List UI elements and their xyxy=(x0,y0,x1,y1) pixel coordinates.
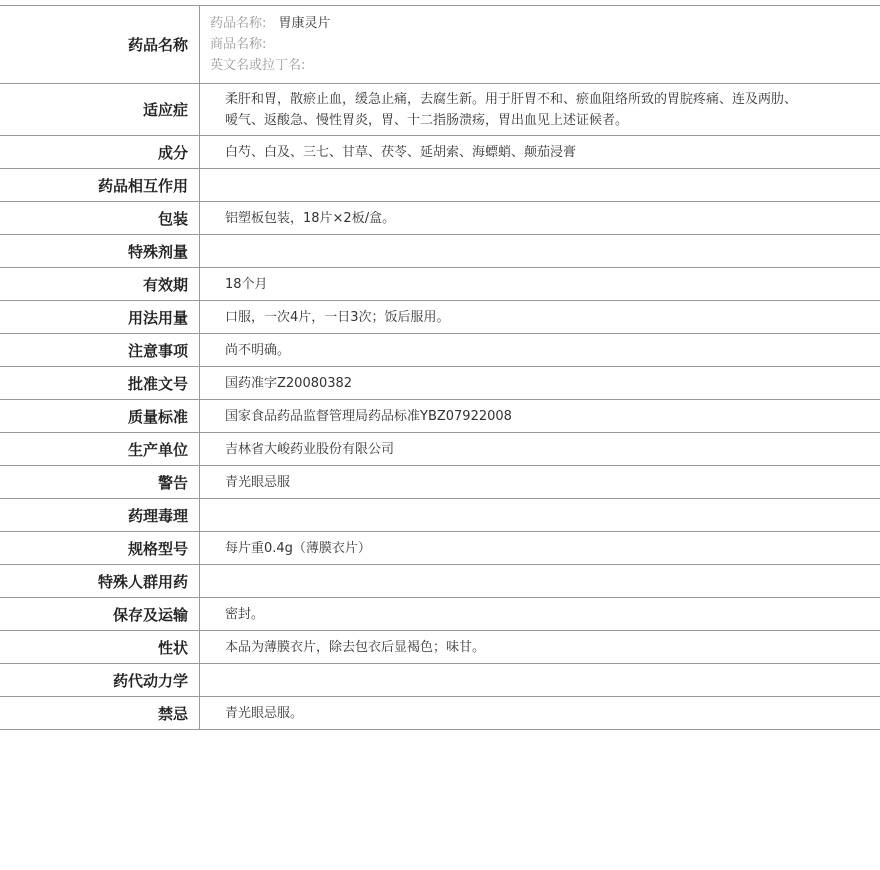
latin-name-line xyxy=(210,55,305,76)
spec-row-dosage xyxy=(0,301,880,334)
spec-value: 铝塑板包装，18片×2板/盒。 xyxy=(225,210,396,226)
spec-row-shelf-life xyxy=(0,268,880,301)
trade-name-label: 商品名称: xyxy=(210,37,267,52)
spec-value: 本品为薄膜衣片，除去包衣后显褐色；味甘。 xyxy=(225,639,486,655)
spec-value xyxy=(200,499,880,531)
spec-value: 青光眼忌服。 xyxy=(225,705,304,721)
spec-value: 国家食品药品监督管理局药品标准YBZ07922008 xyxy=(225,408,512,424)
spec-label: 特殊剂量 xyxy=(0,235,200,267)
spec-row-ingredients xyxy=(0,136,880,169)
spec-label: 警告 xyxy=(0,466,200,498)
spec-row-interactions xyxy=(0,169,880,202)
spec-value xyxy=(200,664,880,696)
spec-row-pharmacology xyxy=(0,499,880,532)
drug-spec-table xyxy=(0,5,880,730)
spec-row-description xyxy=(0,631,880,664)
spec-label: 包装 xyxy=(0,202,200,234)
generic-name-label: 药品名称: xyxy=(210,16,267,31)
spec-row-warning xyxy=(0,466,880,499)
spec-label: 禁忌 xyxy=(0,697,200,729)
spec-value: 每片重0.4g（薄膜衣片） xyxy=(225,540,371,556)
spec-label: 适应症 xyxy=(0,84,200,135)
spec-row-indication xyxy=(0,84,880,136)
spec-row-special-dosage xyxy=(0,235,880,268)
spec-label: 成分 xyxy=(0,136,200,168)
spec-label: 质量标准 xyxy=(0,400,200,432)
spec-value: 尚不明确。 xyxy=(225,342,291,358)
drug-name-row xyxy=(0,6,880,84)
spec-row-contraindications xyxy=(0,697,880,730)
spec-label: 规格型号 xyxy=(0,532,200,564)
drug-name-label: 药品名称 xyxy=(0,6,200,83)
spec-row-packaging xyxy=(0,202,880,235)
spec-label: 生产单位 xyxy=(0,433,200,465)
spec-row-quality-standard xyxy=(0,400,880,433)
spec-value: 白芍、白及、三七、甘草、茯苓、延胡索、海螵蛸、颠茄浸膏 xyxy=(225,144,577,160)
generic-name-line xyxy=(210,13,331,34)
spec-row-precautions xyxy=(0,334,880,367)
spec-label: 有效期 xyxy=(0,268,200,300)
spec-row-pharmacokinetics xyxy=(0,664,880,697)
spec-value xyxy=(200,235,880,267)
spec-label: 批准文号 xyxy=(0,367,200,399)
spec-row-special-populations xyxy=(0,565,880,598)
spec-value: 吉林省大峻药业股份有限公司 xyxy=(225,441,395,457)
spec-value xyxy=(200,169,880,201)
spec-value: 密封。 xyxy=(225,606,265,622)
spec-value: 柔肝和胃，散瘀止血，缓急止痛，去腐生新。用于肝胃不和、瘀血阻络所致的胃脘疼痛、连及两肋、嗳气、返酸急、慢性胃炎，胃、十二指肠溃疡，胃出血见上述证候者。 xyxy=(225,91,798,128)
spec-label: 用法用量 xyxy=(0,301,200,333)
spec-label: 药理毒理 xyxy=(0,499,200,531)
spec-row-manufacturer xyxy=(0,433,880,466)
spec-label: 药品相互作用 xyxy=(0,169,200,201)
spec-label: 药代动力学 xyxy=(0,664,200,696)
spec-value: 国药准字Z20080382 xyxy=(225,375,353,391)
spec-label: 性状 xyxy=(0,631,200,663)
spec-row-approval-number xyxy=(0,367,880,400)
spec-row-specification xyxy=(0,532,880,565)
spec-label: 注意事项 xyxy=(0,334,200,366)
trade-name-line xyxy=(210,34,266,55)
spec-value: 18个月 xyxy=(225,276,268,292)
spec-value xyxy=(200,565,880,597)
spec-row-storage xyxy=(0,598,880,631)
drug-name-values xyxy=(200,6,880,83)
latin-name-label: 英文名或拉丁名: xyxy=(210,58,306,73)
spec-label: 特殊人群用药 xyxy=(0,565,200,597)
spec-value: 青光眼忌服 xyxy=(225,474,291,490)
spec-label: 保存及运输 xyxy=(0,598,200,630)
spec-value: 口服，一次4片，一日3次；饭后服用。 xyxy=(225,309,450,325)
generic-name-value: 胃康灵片 xyxy=(278,16,331,31)
